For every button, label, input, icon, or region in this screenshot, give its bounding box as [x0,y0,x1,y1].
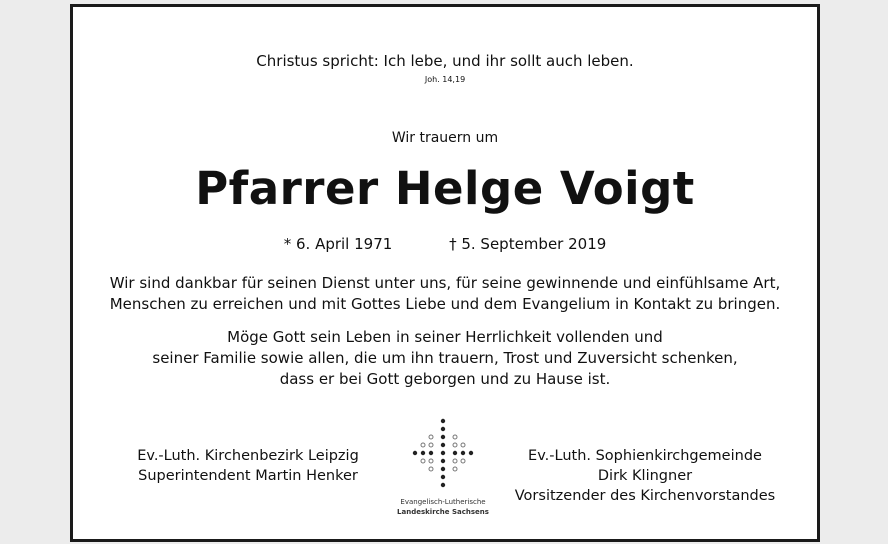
logo-text [393,497,493,517]
gratitude-paragraph [73,273,817,315]
signature-line: Superintendent Martin Henker [138,468,358,484]
obituary-notice [70,4,820,542]
death-date: † 5. September 2019 [449,235,607,253]
paragraph-line: dass er bei Gott geborgen und zu Hause ist. [279,370,611,388]
signature-line: Ev.-Luth. Sophienkirchgemeinde [528,448,762,464]
logo-line: Landeskirche Sachsens [397,508,489,516]
dotted-cross-icon [411,417,475,493]
verse-reference: Joh. 14,19 [424,75,466,84]
signature-left [103,446,393,486]
paragraph-line: Wir sind dankbar für seinen Dienst unter uns, für seine gewinnende und einfühlsame Art, [109,274,781,292]
paragraph-line: Menschen zu erreichen und mit Gottes Liebe und dem Evangelium in Kontakt zu bringen. [109,295,781,313]
birth-date: * 6. April 1971 [283,235,393,253]
paragraph-line: Möge Gott sein Leben in seiner Herrlichkeit vollenden und [227,328,663,346]
mourning-line: Wir trauern um [391,130,499,146]
church-logo [393,417,493,527]
paragraph-line: seiner Familie sowie allen, die um ihn trauern, Trost und Zuversicht schenken, [152,349,738,367]
logo-line: Evangelisch-Lutherische [400,498,486,506]
deceased-name: Pfarrer Helge Voigt [195,162,695,215]
blessing-paragraph [73,327,817,390]
bible-verse: Christus spricht: Ich lebe, und ihr sollt auch leben. [256,52,634,70]
signature-right [495,446,795,506]
signature-line: Vorsitzender des Kirchenvorstandes [514,488,776,504]
signature-line: Ev.-Luth. Kirchenbezirk Leipzig [137,448,359,464]
life-dates [73,235,817,253]
signature-line: Dirk Klingner [597,468,693,484]
